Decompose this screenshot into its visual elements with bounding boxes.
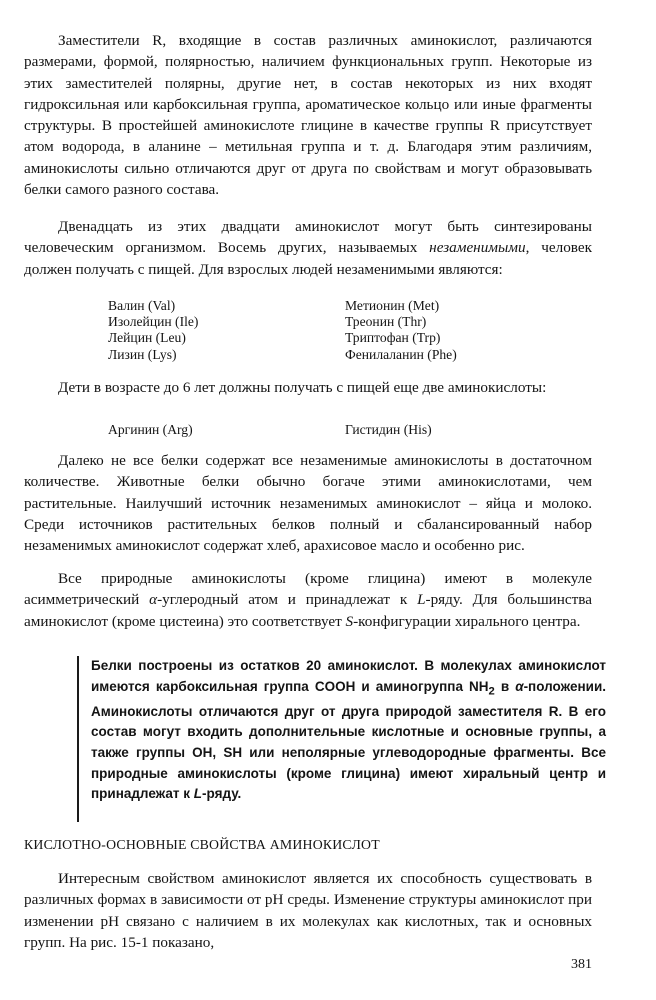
symbol-L: L: [417, 591, 426, 609]
text-run: Все природные аминокислоты (кроме глицина) имеют в молекуле асимметрический: [24, 570, 592, 609]
text-run: , человек должен получать с пищей. Для взрослых людей незаменимыми являются:: [24, 239, 592, 278]
symbol-alpha: α: [149, 591, 158, 609]
summary-box: [77, 656, 606, 822]
children-list-left: [108, 422, 193, 438]
list-item: Гистидин (His): [345, 422, 432, 437]
summary-text: [91, 656, 606, 805]
list-item: Валин (Val): [108, 298, 176, 313]
paragraph-acid-base: Интересным свойством аминокислот является их способность существовать в различных формах в зависимости от pH среды. Изменение структуры аминокислот при изменении pH связано с наличием в их молекулах как кислотных, так и основных групп. На рис. 15-1 показано,: [24, 870, 592, 951]
essential-list-right: [345, 298, 457, 363]
page-number: 381: [571, 957, 592, 972]
list-item: Аргинин (Arg): [108, 422, 193, 437]
paragraph-chirality: [24, 568, 592, 632]
paragraph-essential-intro: [24, 216, 592, 280]
paragraph-substituents: Заместители R, входящие в состав различных аминокислот, различаются размерами, формой, полярностью, наличием функциональных групп. Некоторые из этих заместителей полярны, другие нет, в состав некоторых из них входят гидроксильная или карбоксильная группа, ароматическое кольцо или иные фрагменты структуры. В простейшей аминокислоте глицине в качестве группы R присутствует атом водорода, в аланине – метильная группа и т. д. Благодаря этим различиям, аминокислоты сильно отличаются друг от друга по свойствам и могут образовывать белки самого разного состава.: [24, 32, 592, 199]
text-run: -конфигурации хирального центра.: [353, 612, 581, 630]
text-run: -ряду.: [202, 786, 242, 802]
essential-list-left: [108, 298, 198, 363]
section-heading: КИСЛОТНО-ОСНОВНЫЕ СВОЙСТВА АМИНОКИСЛОТ: [24, 837, 380, 852]
text-run: в: [494, 678, 516, 694]
symbol-S: S: [345, 612, 354, 630]
list-item: Лизин (Lys): [108, 346, 177, 362]
list-item: Треонин (Thr): [345, 314, 427, 330]
paragraph-children: Дети в возрасте до 6 лет должны получать с пищей еще две аминокислоты:: [58, 379, 547, 396]
paragraph-sources: Далеко не все белки содержат все незаменимые аминокислоты в достаточном количестве. Животные белки обычно богаче этими аминокислотами, чем растительные. Наилучший источник незаменимых аминокислот – яйца и молоко. Среди источников растительных белков полный и сбалансированный набор незаменимых аминокислот содержат хлеб, арахисовое масло и особенно рис.: [24, 452, 592, 555]
text-run: -углеродный атом и принадлежат к: [157, 591, 418, 609]
text-run: -ряду. Для большинства аминокислот (кроме цистеина) это соответствует: [24, 591, 593, 630]
list-item: Фенилаланин (Phe): [345, 346, 457, 362]
text-run: Белки построены из остатков 20 аминокислот. В молекулах аминокислот имеются карбоксильная группа COOH и аминогруппа NH: [91, 658, 606, 694]
list-item: Метионин (Met): [345, 298, 440, 313]
list-item: Лейцин (Leu): [108, 330, 186, 346]
symbol-L: L: [193, 786, 203, 802]
list-item: Изолейцин (Ile): [108, 314, 199, 330]
term-essential: незаменимыми: [429, 239, 526, 257]
symbol-alpha: α: [515, 678, 524, 694]
subscript: 2: [488, 685, 495, 698]
list-item: Триптофан (Trp): [345, 330, 441, 346]
children-list-right: [345, 422, 432, 438]
text-run: Двенадцать из этих двадцати аминокислот могут быть синтезированы человеческим организмом. Восемь других, называемых: [24, 218, 592, 257]
text-run: -положении. Аминокислоты отличаются друг от друга природой заместителя R. В его состав могут входить дополнительные кислотные и основные группы, а также группы OH, SH или неполярные углеводородные фрагменты. Все природные аминокислоты (кроме глицина) имеют хиральный центр и принадлежат к: [91, 678, 606, 802]
